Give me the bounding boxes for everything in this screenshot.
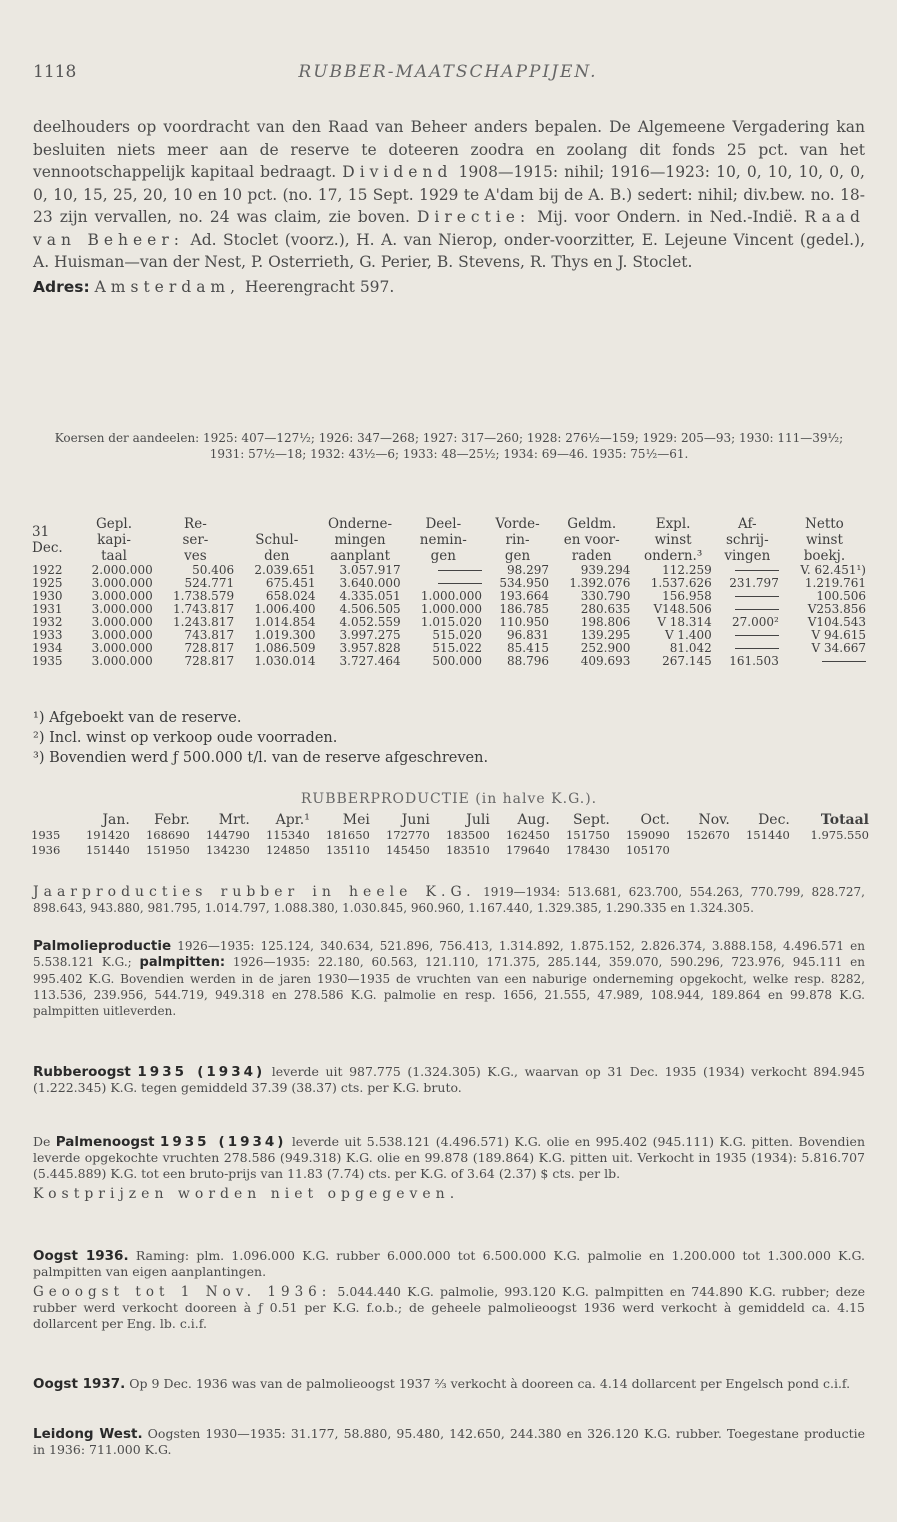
table-cell: 1.000.000 <box>420 602 482 616</box>
rubberoogst-section <box>33 1064 865 1096</box>
table-cell: 728.817 <box>184 641 235 655</box>
prod-col-header: Mei <box>342 812 370 828</box>
table-cell: 178430 <box>565 843 610 857</box>
prod-col-header: Nov. <box>698 812 730 828</box>
table-cell: 100.506 <box>816 589 866 603</box>
rubberoogst-text: leverde uit 987.775 (1.324.305) K.G., waarvan op 31 Dec. 1935 (1934) verkocht 894.945 (1.222.345) K.G. tegen gemiddeld 37.39 (38.37) cts. per K.G. bruto. <box>33 1064 865 1095</box>
table-cell: 3.000.000 <box>91 628 153 642</box>
prod-col-header: Juni <box>401 812 430 828</box>
production-table-header <box>30 812 870 828</box>
table-cell: 1.743.817 <box>173 602 235 616</box>
table-cell: 675.451 <box>265 576 316 590</box>
table-cell: 3.000.000 <box>91 641 153 655</box>
fin-col-header: Af- schrij- vingen <box>724 516 771 564</box>
table-cell: 1.738.579 <box>173 589 235 603</box>
fin-col-header: Geldm. en voor- raden <box>563 516 620 564</box>
dash-line <box>438 570 482 571</box>
table-cell: 139.295 <box>580 628 631 642</box>
table-cell: 515.022 <box>432 641 482 655</box>
page-number: 1118 <box>33 62 77 82</box>
statute-text: deelhouders op voordracht van den Raad van Beheer anders bepalen. De Algemeene Vergadering kan besluiten niets meer aan de reserve te doteeren zoodra en zoolang dit fonds 25 pct. van het vennootschappelijk kapitaal bedraagt. <box>33 118 865 181</box>
table-cell: 168690 <box>145 828 190 842</box>
palmolie-section <box>33 938 865 1019</box>
table-cell: 330.790 <box>580 589 631 603</box>
table-cell: 1930 <box>32 589 63 603</box>
table-cell: 1922 <box>32 563 63 577</box>
table-cell: 1935 <box>32 654 63 668</box>
table-cell: 1.392.076 <box>569 576 631 590</box>
table-cell: 115340 <box>265 828 310 842</box>
financial-table-header <box>30 516 868 564</box>
dividend-text: 1908—1915: nihil; 1916—1923: 10, 0, 10, 10, 0, 0, 0, 10, 15, 25, 20, 10 en 10 pct. (no. 17, 15 Sept. 1929 te A'dam bij de A. B.) sedert: nihil; div.bew. no. 18-23 zijn vervallen, no. 24 was claim, zie boven. <box>33 163 865 226</box>
prod-corner <box>30 812 71 828</box>
jaarproducties-section <box>33 884 865 916</box>
kostprijzen-text: Kostprijzen worden niet opgegeven. <box>33 1186 460 1202</box>
table-cell: 3.057.917 <box>339 563 401 577</box>
table-cell: 193.664 <box>499 589 550 603</box>
raad-label: Raad van Beheer: <box>33 208 865 249</box>
rubberproductie-title: RUBBERPRODUCTIE (in halve K.G.). <box>300 791 598 807</box>
table-cell: 515.020 <box>432 628 482 642</box>
table-cell: 1.243.817 <box>173 615 235 629</box>
koersen-text: Koersen der aandeelen: 1925: 407—127½; 1926: 347—268; 1927: 317—260; 1928: 276½—159; 1929: 205—93; 1930: 111—39½; 1931: 57½—18; 1932: 43½—6; 1933: 48—25½; 1934: 69—46. 1935: 75½—61. <box>54 431 844 461</box>
table-cell: 1931 <box>32 602 63 616</box>
dash-line <box>822 661 866 662</box>
oogst1937-text: Op 9 Dec. 1936 was van de palmolieoogst 1937 ⅔ verkocht à dooreen ca. 4.14 dollarcent per Engelsch pond c.i.f. <box>129 1376 851 1391</box>
table-cell: 198.806 <box>580 615 631 629</box>
table-cell: 3.000.000 <box>91 615 153 629</box>
table-row <box>30 843 870 858</box>
table-cell <box>791 843 870 858</box>
table-cell: 1.537.626 <box>650 576 712 590</box>
rubberoogst-label: Rubberoogst <box>33 1064 131 1080</box>
table-cell: 1.006.400 <box>254 602 316 616</box>
table-cell: 1.086.509 <box>254 641 316 655</box>
table-cell: 267.145 <box>662 654 712 668</box>
fin-col-header: 31 Dec. <box>32 524 63 556</box>
table-cell: 96.831 <box>507 628 550 642</box>
dash-line <box>735 570 779 571</box>
table-cell: 3.727.464 <box>339 654 401 668</box>
palmenoogst-prefix: De <box>33 1134 51 1149</box>
table-cell <box>714 590 781 603</box>
table-cell: 162450 <box>505 828 550 842</box>
jaarproducties-text: 1919—1934: 513.681, 623.700, 554.263, 770.799, 828.727, 898.643, 943.880, 981.795, 1.014.797, 1.088.380, 1.030.845, 960.960, 1.167.440, 1.329.385, 1.290.335 en 1.324.305. <box>33 885 865 915</box>
oogst1937-section <box>33 1376 865 1392</box>
footnote-2: ²) Incl. winst op verkoop oude voorraden. <box>33 730 338 746</box>
palmpitten-label: palmpitten: <box>139 955 226 970</box>
palmolie-label: Palmolieproductie <box>33 938 172 954</box>
table-cell: 112.259 <box>662 563 712 577</box>
table-cell: 231.797 <box>729 576 779 590</box>
production-table-body <box>30 828 870 858</box>
geoogst-label: Geoogst tot 1 Nov. 1936: <box>33 1284 332 1300</box>
table-cell: 50.406 <box>192 563 235 577</box>
table-cell <box>731 843 791 858</box>
table-cell: 159090 <box>625 828 670 842</box>
prod-col-header: Jan. <box>102 812 130 828</box>
table-cell: 179640 <box>505 843 550 857</box>
table-cell: 252.900 <box>580 641 631 655</box>
jaarproducties-label: Jaarproducties rubber in heele K.G. <box>33 884 476 900</box>
production-table <box>30 812 870 858</box>
prod-col-header: Aug. <box>517 812 550 828</box>
table-cell: 409.693 <box>580 654 631 668</box>
leidong-text: Oogsten 1930—1935: 31.177, 58.880, 95.480, 142.650, 244.380 en 326.120 K.G. rubber. Toegestane productie in 1936: 711.000 K.G. <box>33 1426 865 1457</box>
table-cell: V253.856 <box>807 602 866 616</box>
prod-col-header: Febr. <box>154 812 190 828</box>
table-cell: V 18.314 <box>657 615 712 629</box>
table-cell: 186.785 <box>499 602 550 616</box>
financial-table <box>30 516 868 668</box>
table-cell: 183510 <box>445 843 490 857</box>
raad-text: Ad. Stoclet (voorz.), H. A. van Nierop, onder-voorzitter, E. Lejeune Vincent (gedel.), A. Huisman—van der Nest, P. Osterrieth, G. Perier, B. Stevens, R. Thys en J. Stoclet. <box>33 230 865 271</box>
table-cell: 4.506.505 <box>339 602 401 616</box>
adres-label: Adres: <box>33 277 90 296</box>
table-row <box>30 828 870 843</box>
intro-section <box>33 116 865 298</box>
fin-col-header: Expl. winst ondern.³ <box>643 516 703 564</box>
table-cell: 152670 <box>685 828 730 842</box>
table-cell: 280.635 <box>580 602 631 616</box>
fin-col-header: Gepl. kapi- taal <box>96 516 133 564</box>
table-cell: 3.000.000 <box>91 602 153 616</box>
fin-col-header: Schul- den <box>255 532 299 564</box>
table-cell: 728.817 <box>184 654 235 668</box>
prod-col-header: Juli <box>466 812 490 828</box>
dash-line <box>735 596 779 597</box>
table-cell: 105170 <box>625 843 670 857</box>
table-cell: 191420 <box>85 828 130 842</box>
palmenoogst-section <box>33 1134 865 1202</box>
table-cell: 1934 <box>32 641 63 655</box>
footnote-1: ¹) Afgeboekt van de reserve. <box>33 710 242 726</box>
table-cell: V 94.615 <box>811 628 866 642</box>
adres-street: Heerengracht 597. <box>245 277 395 296</box>
table-cell: 124850 <box>265 843 310 857</box>
oogst1937-label: Oogst 1937. <box>33 1376 126 1392</box>
oogst1936-section <box>33 1248 865 1332</box>
table-cell: 3.000.000 <box>91 576 153 590</box>
financial-table-body <box>30 564 868 668</box>
table-cell: 1.030.014 <box>254 654 316 668</box>
table-cell: 181650 <box>325 828 370 842</box>
table-cell: V 34.667 <box>811 641 866 655</box>
row-year: 1936 <box>31 843 61 857</box>
table-cell: 1.975.550 <box>810 828 869 842</box>
fin-col-header: Onderne- mingen aanplant <box>327 516 393 564</box>
table-cell <box>781 655 868 668</box>
prod-col-header: Dec. <box>758 812 790 828</box>
footnote-3: ³) Bovendien werd ƒ 500.000 t/l. van de reserve afgeschreven. <box>33 750 489 766</box>
directie-text: Mij. voor Ondern. in Ned.-Indië. <box>537 208 798 226</box>
table-cell: 534.950 <box>499 576 550 590</box>
palmenoogst-text: leverde uit 5.538.121 (4.496.571) K.G. olie en 995.402 (945.111) K.G. pitten. Bovendien leverde opgekochte vruchten 278.586 (949.318) K.G. olie en 99.878 (189.864) K.G. pitten uit. Verkocht in 1935 (1934): 5.816.707 (5.445.889) K.G. tot een bruto-prijs van 11.83 (7.74) cts. per K.G. of 3.64 (2.37) $ cts. per lb. <box>33 1134 866 1181</box>
table-cell: 2.000.000 <box>91 563 153 577</box>
table-cell: 500.000 <box>432 654 482 668</box>
dividend-label: Dividend <box>342 163 453 181</box>
prod-col-header: Mrt. <box>218 812 250 828</box>
palmenoogst-year: 1935 (1934) <box>159 1134 287 1150</box>
prod-col-header: Totaal <box>820 812 869 828</box>
palmolie-text-1: 1926—1935: 125.124, 340.634, 521.896, 756.413, 1.314.892, 1.875.152, 2.826.374, 3.888.158, 4.496.571 en 5.538.121 K.G.; <box>33 939 865 969</box>
prod-col-header: Oct. <box>640 812 670 828</box>
table-cell: 161.503 <box>729 654 779 668</box>
table-cell <box>714 629 781 642</box>
table-cell: 3.997.275 <box>339 628 401 642</box>
table-cell: 85.415 <box>507 641 550 655</box>
leidong-section <box>33 1426 865 1458</box>
table-cell: 3.640.000 <box>339 576 401 590</box>
table-cell: 1925 <box>32 576 63 590</box>
prod-col-header: Sept. <box>572 812 610 828</box>
table-cell: 145450 <box>385 843 430 857</box>
prod-col-header: Apr.¹ <box>275 812 310 828</box>
table-cell: 4.335.051 <box>339 589 401 603</box>
palmenoogst-label: Palmenoogst <box>55 1134 155 1150</box>
table-cell: 4.052.559 <box>339 615 401 629</box>
table-cell: 151440 <box>85 843 130 857</box>
row-year: 1935 <box>31 828 61 842</box>
leidong-label: Leidong West. <box>33 1426 143 1442</box>
page-header <box>33 62 863 88</box>
table-cell: 135110 <box>325 843 370 857</box>
table-row <box>30 655 868 668</box>
table-cell: 88.796 <box>507 654 550 668</box>
table-cell: 98.297 <box>507 563 550 577</box>
table-cell: 1932 <box>32 615 63 629</box>
table-cell: V 1.400 <box>664 628 712 642</box>
table-cell: V. 62.451¹) <box>800 563 866 577</box>
table-cell: V148.506 <box>653 602 712 616</box>
palmolie-text-3: Bovendien werden in de jaren 1930—1935 de vruchten van een naburige onderneming opgekocht, welke resp. 8282, 113.536, 239.956, 544.719, 949.318 en 278.586 K.G. palmolie en resp. 1656, 21.555, 47.989, 108.944, 189.864 en 99.878 K.G. palmpitten uitleverden. <box>33 972 865 1018</box>
table-cell: 110.950 <box>499 615 550 629</box>
table-cell: 743.817 <box>184 628 235 642</box>
fin-col-header: Vorde- rin- gen <box>495 516 540 564</box>
fin-col-header: Netto winst boekj. <box>803 516 846 564</box>
running-title: RUBBER-MAATSCHAPPIJEN. <box>298 62 598 82</box>
table-cell: 3.000.000 <box>91 654 153 668</box>
adres-city: Amsterdam, <box>94 277 241 296</box>
table-cell: 134230 <box>205 843 250 857</box>
table-cell: 27.000² <box>732 615 779 629</box>
table-cell: 156.958 <box>662 589 712 603</box>
dash-line <box>735 635 779 636</box>
table-cell: 2.039.651 <box>254 563 316 577</box>
dash-line <box>438 583 482 584</box>
table-cell: 1.015.020 <box>420 615 482 629</box>
table-cell: 151950 <box>145 843 190 857</box>
table-cell: 144790 <box>205 828 250 842</box>
palmolie-text-2: 1926—1935: 22.180, 60.563, 121.110, 171.375, 285.144, 359.070, 590.296, 723.976, 945.111 en 995.402 K.G. <box>33 955 865 986</box>
table-cell: 172770 <box>385 828 430 842</box>
dash-line <box>735 648 779 649</box>
table-cell: 1.000.000 <box>420 589 482 603</box>
table-cell: 1933 <box>32 628 63 642</box>
footnotes <box>33 708 488 768</box>
table-cell: 1.019.300 <box>254 628 316 642</box>
table-cell <box>671 843 731 858</box>
table-cell: 524.771 <box>184 576 235 590</box>
table-cell: 3.000.000 <box>91 589 153 603</box>
table-cell: 151440 <box>745 828 790 842</box>
oogst1936-label: Oogst 1936. <box>33 1248 129 1264</box>
table-cell: 658.024 <box>265 589 316 603</box>
table-cell: 939.294 <box>580 563 631 577</box>
oogst1936-text-1: Raming: plm. 1.096.000 K.G. rubber 6.000.000 tot 6.500.000 K.G. palmolie en 1.200.000 tot 1.300.000 K.G. palmpitten van eigen aanplantingen. <box>33 1248 866 1279</box>
table-cell: 81.042 <box>669 641 712 655</box>
fin-col-header: Deel- nemin- gen <box>419 516 467 564</box>
directie-label: Directie: <box>416 208 531 226</box>
table-cell: 1.219.761 <box>804 576 866 590</box>
fin-col-header: Re- ser- ves <box>182 516 209 564</box>
oogst1936-text-2: 5.044.440 K.G. palmolie, 993.120 K.G. palmpitten en 744.890 K.G. rubber; deze rubber werd verkocht dooreen à ƒ 0.51 per K.G. f.o.b.; de geheele palmolieoogst 1936 werd verkocht à gemiddeld ca. 4.15 dollarcent per Eng. lb. c.i.f. <box>33 1284 865 1331</box>
table-cell: V104.543 <box>807 615 866 629</box>
dash-line <box>735 609 779 610</box>
rubberoogst-year: 1935 (1934) <box>137 1064 266 1080</box>
table-cell <box>403 564 484 577</box>
table-cell: 3.957.828 <box>339 641 401 655</box>
table-cell: 183500 <box>445 828 490 842</box>
table-cell: 1.014.854 <box>254 615 316 629</box>
table-cell: 151750 <box>565 828 610 842</box>
